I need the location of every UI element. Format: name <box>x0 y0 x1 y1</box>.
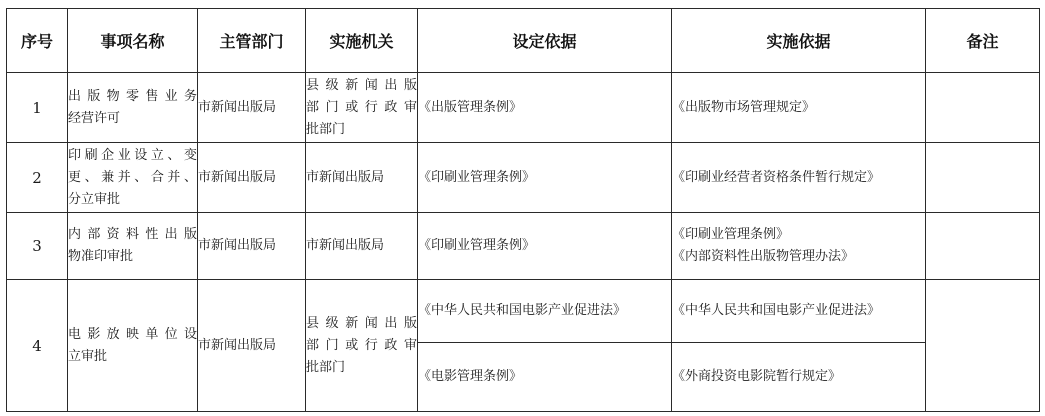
cell-agency <box>306 73 418 143</box>
table-row <box>7 73 1040 143</box>
header-remark: 备注 <box>926 9 1040 73</box>
header-basis-setting: 设定依据 <box>418 9 672 73</box>
cell-dept: 市新闻出版局 <box>198 73 306 143</box>
basis-impl-line: 《内部资料性出版物管理办法》 <box>672 249 855 264</box>
agency-line: 批部门 <box>306 359 346 375</box>
header-item-name: 事项名称 <box>68 9 198 73</box>
agency-line: 部门或行政审 <box>306 99 417 115</box>
header-seq: 序号 <box>7 9 68 73</box>
cell-basis-impl: 《中华人民共和国电影产业促进法》 <box>672 280 926 343</box>
item-name-line: 出版物零售业务 <box>68 88 197 104</box>
cell-seq: 2 <box>7 143 68 213</box>
header-basis-impl: 实施依据 <box>672 9 926 73</box>
cell-item-name <box>68 213 198 280</box>
header-agency: 实施机关 <box>306 9 418 73</box>
cell-basis-setting: 《出版管理条例》 <box>418 73 672 143</box>
cell-basis-impl <box>672 143 926 213</box>
cell-basis-setting: 《印刷业管理条例》 <box>418 213 672 280</box>
basis-impl-line: 《印刷业经营者资格条件暂行规定》 <box>672 169 881 185</box>
cell-dept: 市新闻出版局 <box>198 213 306 280</box>
table-row <box>7 213 1040 280</box>
item-name-line: 物准印审批 <box>68 249 134 264</box>
cell-seq: 4 <box>7 280 68 412</box>
item-name-line: 更、兼并、合并、 <box>68 169 197 185</box>
cell-remark <box>926 73 1040 143</box>
cell-dept: 市新闻出版局 <box>198 280 306 412</box>
item-name-line: 立审批 <box>68 348 108 364</box>
cell-agency <box>306 213 418 280</box>
table-row <box>7 143 1040 213</box>
item-name-line: 经营许可 <box>68 110 121 126</box>
cell-remark <box>926 213 1040 280</box>
cell-seq: 1 <box>7 73 68 143</box>
cell-dept: 市新闻出版局 <box>198 143 306 213</box>
agency-line: 县级新闻出版 <box>306 77 417 93</box>
cell-basis-setting: 《印刷业管理条例》 <box>418 143 672 213</box>
cell-remark <box>926 143 1040 213</box>
item-name-line: 印刷企业设立、变 <box>68 147 197 163</box>
table-row <box>7 280 1040 343</box>
cell-item-name <box>68 280 198 412</box>
agency-line: 市新闻出版局 <box>306 169 385 185</box>
cell-basis-setting: 《中华人民共和国电影产业促进法》 <box>418 280 672 343</box>
cell-item-name <box>68 73 198 143</box>
cell-basis-setting: 《电影管理条例》 <box>418 343 672 412</box>
cell-basis-impl <box>672 213 926 280</box>
item-name-line: 电影放映单位设 <box>68 326 197 342</box>
agency-line: 部门或行政审 <box>306 337 417 353</box>
approval-items-table <box>6 8 1040 412</box>
basis-impl-line: 《出版物市场管理规定》 <box>672 99 816 115</box>
cell-seq: 3 <box>7 213 68 280</box>
cell-item-name <box>68 143 198 213</box>
agency-line: 县级新闻出版 <box>306 315 417 331</box>
cell-agency <box>306 143 418 213</box>
agency-line: 市新闻出版局 <box>306 238 385 253</box>
item-name-line: 分立审批 <box>68 191 121 207</box>
basis-impl-line: 《印刷业管理条例》 <box>672 227 790 242</box>
item-name-line: 内部资料性出版 <box>68 227 197 242</box>
cell-remark <box>926 280 1040 412</box>
cell-agency <box>306 280 418 412</box>
header-row <box>7 9 1040 73</box>
header-dept: 主管部门 <box>198 9 306 73</box>
cell-basis-impl: 《外商投资电影院暂行规定》 <box>672 343 926 412</box>
cell-basis-impl <box>672 73 926 143</box>
agency-line: 批部门 <box>306 121 346 137</box>
